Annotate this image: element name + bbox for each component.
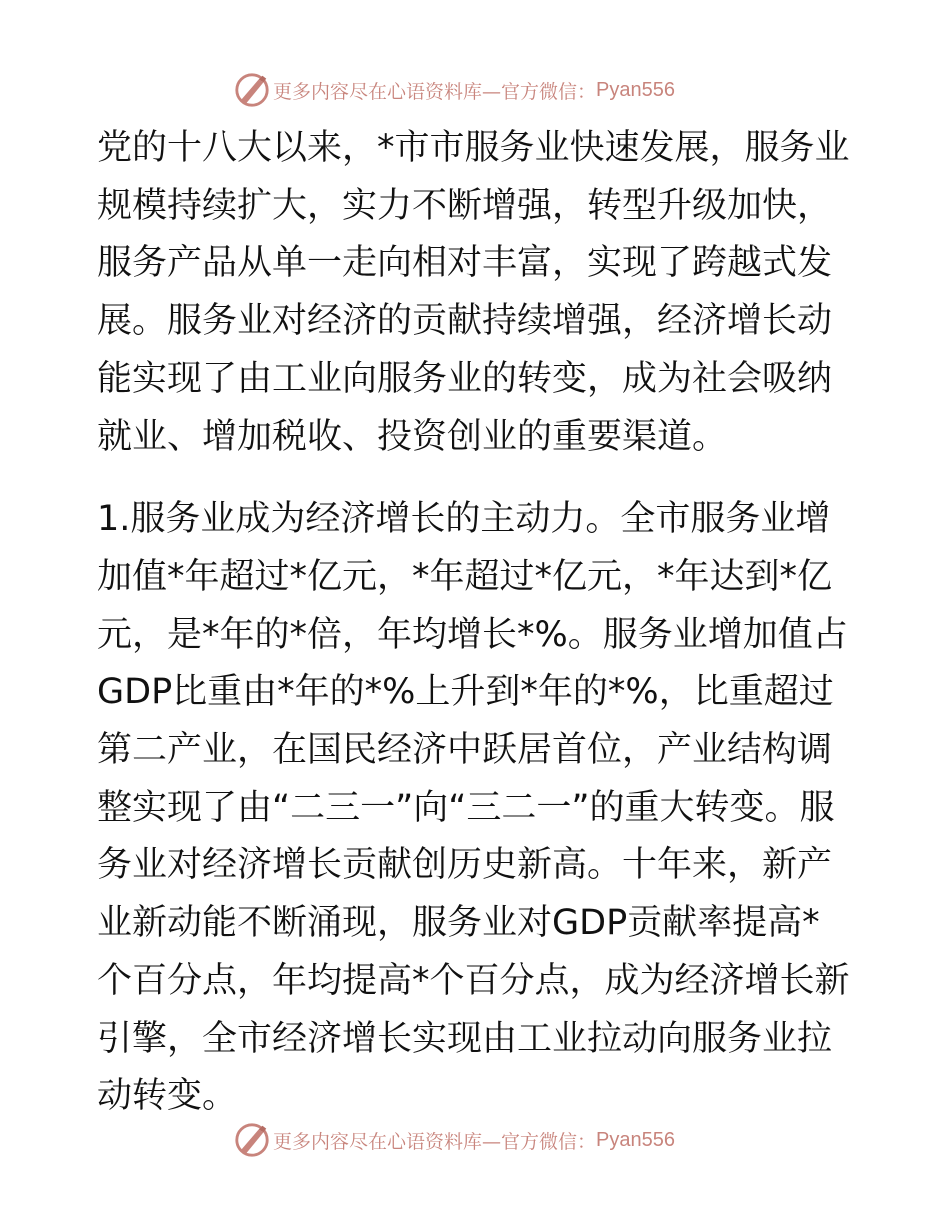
- watermark-text: 更多内容尽在心语资料库—官方微信：: [273, 80, 597, 103]
- paragraph-intro: 党的十八大以来，*市市服务业快速发展，服务业规模持续扩大，实力不断增强，转型升级加快，服务产品从单一走向相对丰富，实现了跨越式发展。服务业对经济的贡献持续增强，经济增长动能实现了由工业向服务业的转变，成为社会吸纳就业、增加税收、投资创业的重要渠道。: [97, 128, 850, 457]
- footer-watermark: [233, 1120, 675, 1160]
- paragraph-service-growth: 1.服务业成为经济增长的主动力。全市服务业增加值*年超过*亿元，*年超过*亿元，*年达到*亿元，是*年的*倍，年均增长*%。服务业增加值占GDP比重由*年的*%上升到*年的*%，比重超过第二产业，在国民经济中跃居首位，产业结构调整实现了由“二三一”向“三二一”的重大转变。服务业对经济增长贡献创历史新高。十年来，新产业新动能不断涌现，服务业对GDP贡献率提高*个百分点，年均提高*个百分点，成为经济增长新引擎，全市经济增长实现由工业拉动向服务业拉动转变。: [97, 499, 850, 1117]
- watermark-handle: Pyan556: [596, 78, 675, 101]
- document-body: [97, 120, 857, 1126]
- pen-logo-icon: [233, 1121, 271, 1159]
- pen-logo-icon: [233, 71, 271, 109]
- header-watermark: [233, 70, 675, 110]
- watermark-text: 更多内容尽在心语资料库—官方微信：: [273, 1130, 597, 1153]
- watermark-handle: Pyan556: [596, 1128, 675, 1151]
